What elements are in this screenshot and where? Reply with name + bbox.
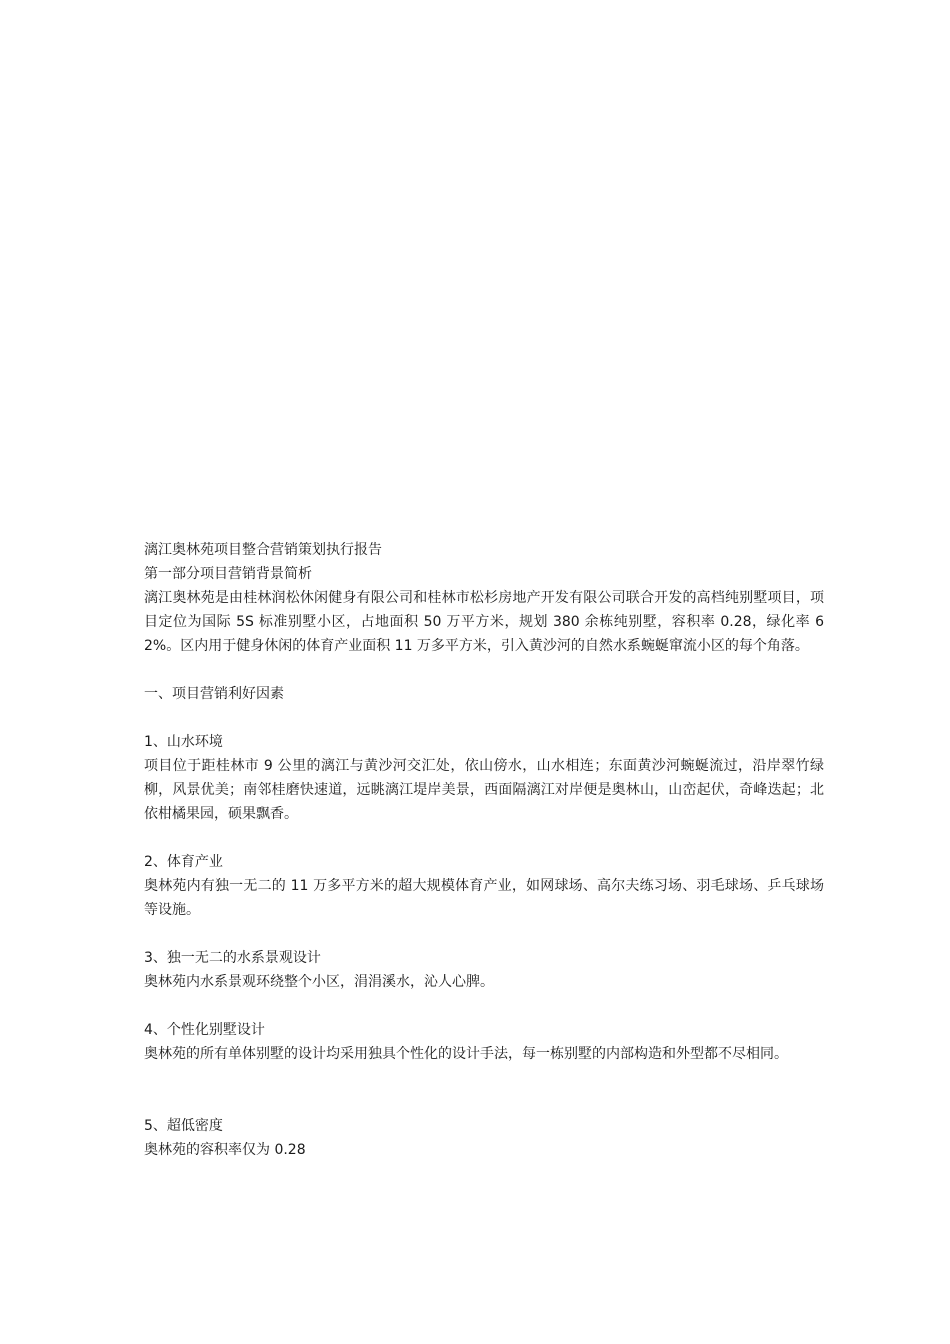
spacer [144, 994, 824, 1018]
spacer [144, 1066, 824, 1114]
spacer [144, 922, 824, 946]
item-heading-2: 2、体育产业 [144, 854, 223, 870]
item-body-1: 项目位于距桂林市 9 公里的漓江与黄沙河交汇处，依山傍水，山水相连；东面黄沙河蜿蜒流过，沿岸翠竹绿柳，风景优美；南邻桂磨快速道，远眺漓江堤岸美景，西面隔漓江对岸便是奥林山，山峦起伏，奇峰迭起；北依柑橘果园，硕果飘香。 [144, 758, 824, 822]
item-heading-3: 3、独一无二的水系景观设计 [144, 950, 321, 966]
item-heading-4: 4、个性化别墅设计 [144, 1022, 265, 1038]
item-heading-1: 1、山水环境 [144, 734, 223, 750]
item-body-5: 奥林苑的容积率仅为 0.28 [144, 1142, 306, 1158]
section-heading: 一、项目营销利好因素 [144, 686, 284, 702]
intro-paragraph: 漓江奥林苑是由桂林润松休闲健身有限公司和桂林市松杉房地产开发有限公司联合开发的高档纯别墅项目，项目定位为国际 5S 标准别墅小区，占地面积 50 万平方米，规划 380 余栋纯别墅，容积率 0.28，绿化率 62%。区内用于健身休闲的体育产业面积 11 万多平方米，引入黄沙河的自然水系蜿蜒窜流小区的每个角落。 [144, 590, 824, 654]
document-body [144, 538, 824, 1162]
spacer [144, 826, 824, 850]
item-body-4: 奥林苑的所有单体别墅的设计均采用独具个性化的设计手法，每一栋别墅的内部构造和外型都不尽相同。 [144, 1046, 788, 1062]
spacer [144, 658, 824, 682]
part-title: 第一部分项目营销背景简析 [144, 566, 312, 582]
spacer [144, 706, 824, 730]
item-heading-5: 5、超低密度 [144, 1118, 223, 1134]
item-body-2: 奥林苑内有独一无二的 11 万多平方米的超大规模体育产业，如网球场、高尔夫练习场、羽毛球场、乒乓球场等设施。 [144, 878, 824, 918]
item-body-3: 奥林苑内水系景观环绕整个小区，涓涓溪水，沁人心脾。 [144, 974, 494, 990]
document-title: 漓江奥林苑项目整合营销策划执行报告 [144, 542, 382, 558]
